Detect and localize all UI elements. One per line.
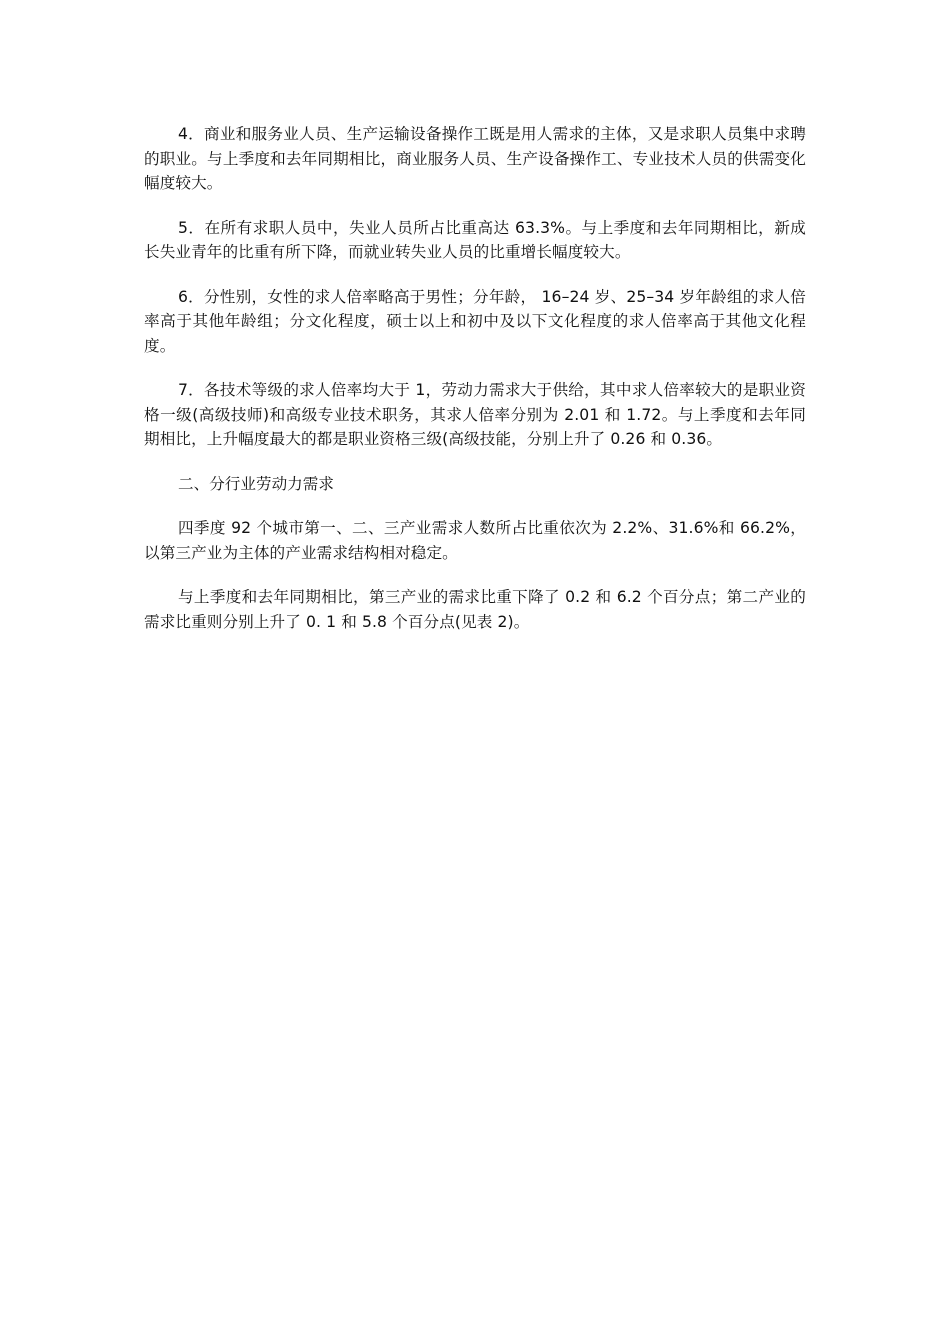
paragraph-item-4: 4．商业和服务业人员、生产运输设备操作工既是用人需求的主体，又是求职人员集中求聘的职业。与上季度和去年同期相比，商业服务人员、生产设备操作工、专业技术人员的供需变化幅度较大。 xyxy=(144,125,806,192)
paragraph-item-5: 5．在所有求职人员中，失业人员所占比重高达 63.3%。与上季度和去年同期相比，新成长失业青年的比重有所下降，而就业转失业人员的比重增长幅度较大。 xyxy=(144,218,806,261)
section-heading: 二、分行业劳动力需求 xyxy=(178,474,334,493)
document-page xyxy=(144,122,806,654)
paragraph-item-7: 7．各技术等级的求人倍率均大于 1，劳动力需求大于供给，其中求人倍率较大的是职业资格一级(高级技师)和高级专业技术职务，其求人倍率分别为 2.01 和 1.72。与上季度和去年同期相比，上升幅度最大的都是职业资格三级(高级技能，分别上升了 0.26 和 0.36。 xyxy=(144,381,806,448)
paragraph-item-6: 6．分性别，女性的求人倍率略高于男性；分年龄， 16–24 岁、25–34 岁年龄组的求人倍率高于其他年龄组；分文化程度，硕士以上和初中及以下文化程度的求人倍率高于其他文化程度。 xyxy=(144,287,806,355)
paragraph-industry-change: 与上季度和去年同期相比，第三产业的需求比重下降了 0.2 和 6.2 个百分点；第二产业的需求比重则分别上升了 0. 1 和 5.8 个百分点(见表 2)。 xyxy=(144,588,806,631)
paragraph-industry-share: 四季度 92 个城市第一、二、三产业需求人数所占比重依次为 2.2%、31.6%和 66.2%，以第三产业为主体的产业需求结构相对稳定。 xyxy=(144,519,806,562)
